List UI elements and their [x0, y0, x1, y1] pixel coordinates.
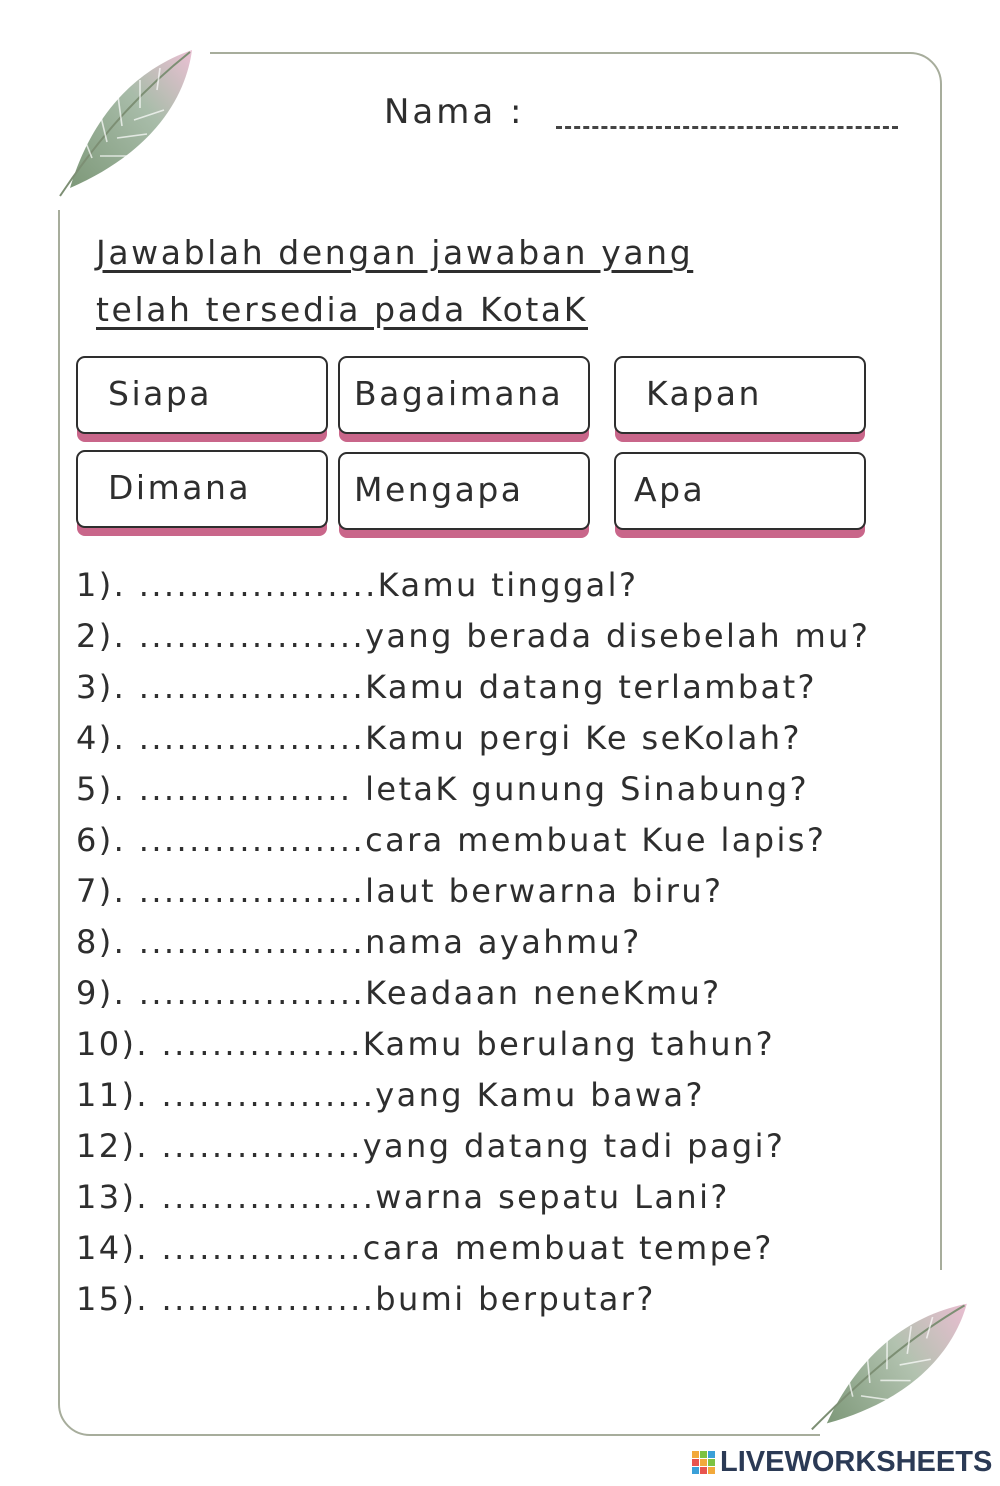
liveworksheets-logo — [692, 1444, 992, 1480]
instruction-line-1: Jawablah dengan jawaban yang — [96, 233, 694, 272]
feather-leaf-icon — [808, 1272, 979, 1451]
question-item[interactable]: 12). ................yang datang tadi pagi? — [76, 1127, 786, 1165]
answer-box-kapan: Kapan — [614, 356, 866, 434]
brand-text: LIVEWORKSHEETS — [720, 1445, 993, 1478]
answer-box-apa: Apa — [614, 452, 866, 530]
answer-box-mengapa: Mengapa — [338, 452, 590, 530]
question-item[interactable]: 15). .................bumi berputar? — [76, 1280, 656, 1318]
question-item[interactable]: 3). ..................Kamu datang terlambat? — [76, 668, 817, 706]
question-item[interactable]: 9). ..................Keadaan neneKmu? — [76, 974, 722, 1012]
feather-leaf-icon — [52, 38, 202, 198]
question-item[interactable]: 10). ................Kamu berulang tahun? — [76, 1025, 776, 1063]
answer-box-siapa: Siapa — [76, 356, 328, 434]
question-item[interactable]: 4). ..................Kamu pergi Ke seKolah? — [76, 719, 802, 757]
question-item[interactable]: 6). ..................cara membuat Kue lapis? — [76, 821, 827, 859]
question-item[interactable]: 8). ..................nama ayahmu? — [76, 923, 642, 961]
instruction-text — [96, 224, 856, 338]
liveworksheets-grid-icon — [692, 1451, 715, 1474]
name-input-line[interactable] — [556, 126, 898, 129]
question-item[interactable]: 7). ..................laut berwarna biru? — [76, 872, 724, 910]
question-item[interactable]: 5). ................. letaK gunung Sinabung? — [76, 770, 809, 808]
instruction-line-2: telah tersedia pada KotaK — [96, 290, 588, 329]
question-item[interactable]: 11). .................yang Kamu bawa? — [76, 1076, 705, 1114]
question-item[interactable]: 2). ..................yang berada disebelah mu? — [76, 617, 871, 655]
question-item[interactable]: 13). .................warna sepatu Lani? — [76, 1178, 730, 1216]
answer-box-dimana: Dimana — [76, 450, 328, 528]
answer-box-bagaimana: Bagaimana — [338, 356, 590, 434]
question-item[interactable]: 14). ................cara membuat tempe? — [76, 1229, 774, 1267]
question-item[interactable]: 1). ...................Kamu tinggal? — [76, 566, 639, 604]
name-label: Nama : — [384, 92, 525, 132]
